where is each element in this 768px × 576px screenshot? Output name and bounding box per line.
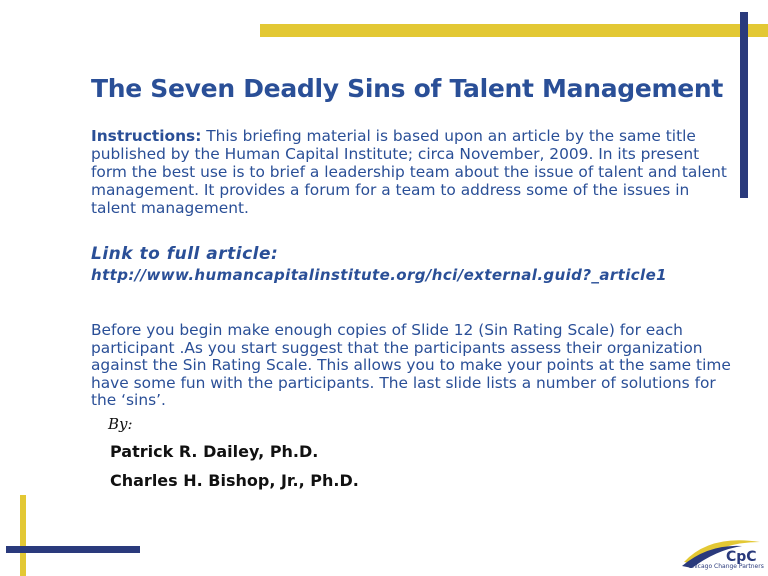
decorative-right-blue-bar bbox=[740, 12, 748, 198]
decorative-bottom-blue-bar bbox=[6, 546, 140, 553]
decorative-top-yellow-bar bbox=[260, 24, 768, 37]
link-heading: Link to full article: bbox=[91, 244, 279, 264]
decorative-left-yellow-bar bbox=[20, 495, 26, 576]
author-name: Charles H. Bishop, Jr., Ph.D. bbox=[110, 471, 359, 490]
instructions-lead: Instructions: bbox=[91, 127, 202, 145]
logo-wordmark: CpC bbox=[726, 549, 757, 565]
by-label: By: bbox=[108, 415, 133, 433]
article-link[interactable]: http://www.humancapitalinstitute.org/hci/external.guid?_article1 bbox=[91, 266, 667, 284]
preparation-paragraph: Before you begin make enough copies of Slide 12 (Sin Rating Scale) for each participant .As you start suggest that the participants assess their organization against the Sin Rating Scale. This allows you to make your points at the same time have some fun with the participants. The last slide lists a number of solutions for the ‘sins’. bbox=[91, 321, 731, 409]
author-name: Patrick R. Dailey, Ph.D. bbox=[110, 442, 319, 461]
logo-tagline: Chicago Change Partners bbox=[688, 563, 764, 570]
instructions-paragraph bbox=[91, 127, 739, 217]
instructions-text: This briefing material is based upon an article by the same title published by the Human Capital Institute; circa November, 2009. In its present form the best use is to brief a leadership team about the issue of talent and talent management. It provides a forum for a team to address some of the issues in talent management. bbox=[91, 127, 727, 217]
slide-title: The Seven Deadly Sins of Talent Management bbox=[91, 74, 724, 103]
